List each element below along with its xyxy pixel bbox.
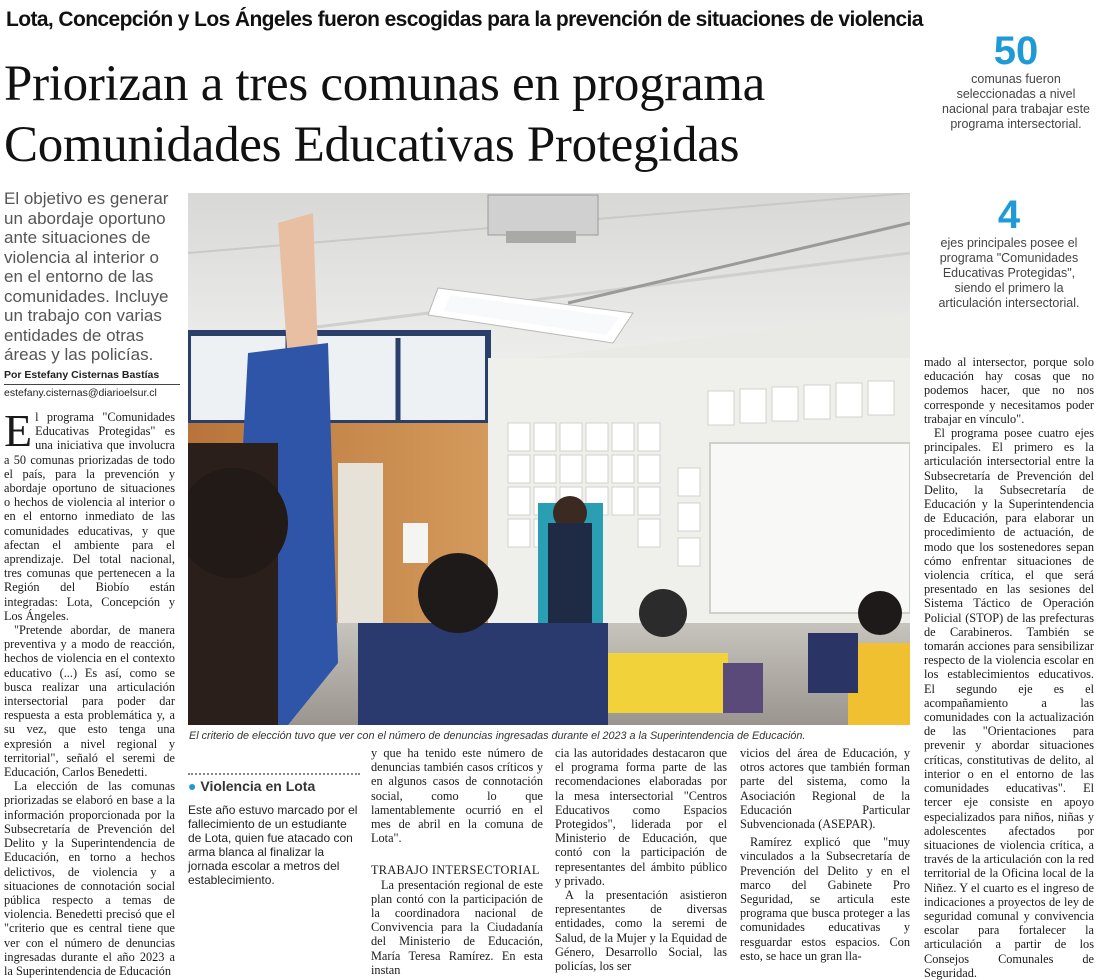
body-column-4 <box>740 746 910 963</box>
body-column-5-paragraph-2: El programa posee cuatro ejes principales. El primero es la articulación intersectorial entre la Subsecretaría de Prevención del Delito, la Subsecretaría de Educación y la Superintendencia de Educación, para elaborar un procedimiento de actuación, de modo que los sostenedores sepan cómo enfrentar situaciones de violencia crítica, el que será presentado en las sesiones del Sistema Táctico de Operación Policial (STOP) de las prefecturas de Carabineros. También se tomarán acciones para sensibilizar respecto de la violencia escolar en los establecimientos educativos. El segundo eje es el acompañamiento a las comunidades con la actualización de las "Orientaciones para prevenir y abordar situaciones críticas, constitutivas de delito, al interior o en el entorno de las comunidades educativas". El tercer eje consiste en apoyo especializados para niños, niñas y adolescentes afectados por situaciones de violencia crítica, a través de la articulación con la red territorial de la Oficina local de la Niñez. Y el cuarto es el ingreso de indicaciones a proyectos de ley de seguridad comunal y convivencia escolar para fortalecer la articulación a partir de los Consejos Comunales de Seguridad. <box>924 426 1094 980</box>
body-column-2 <box>371 746 543 977</box>
headline-line-2: Comunidades Educativas Protegidas <box>4 117 740 173</box>
body-column-1 <box>4 405 175 978</box>
body-column-2-text: y que ha tenido este número de denuncias también casos críticos y en algunos casos de connotación social, como lo que lamentablemente ocurrió en el mes de abril en la comuna de Lota". <box>371 746 543 846</box>
byline <box>4 368 180 400</box>
kicker: Lota, Concepción y Los Ángeles fueron escogidas para la prevención de situaciones de violencia <box>6 8 923 31</box>
classroom-photo-illustration <box>188 193 910 725</box>
byline-rule <box>4 384 180 385</box>
body-paragraph-3: La elección de las comunas priorizadas se elaboró en base a la información proporcionada por la Subsecretaría de Prevención del Delito y la Superintendencia de Educación, en torno a hechos delictivos, de violencia y a situaciones de connotación social pública respecto a temas de violencia. Benedetti precisó que el "criterio que es central tiene que ver con el número de denuncias ingresadas durante el año 2023 a la Superintendencia de Educación <box>4 779 175 978</box>
bullet-icon: ● <box>188 778 197 794</box>
stat-50-number: 50 <box>993 29 1039 73</box>
headline-line-1: Priorizan a tres comunas en programa <box>4 56 765 112</box>
body-column-3-paragraph-2: A la presentación asistieron representantes de diversas entidades, como la seremi de Salud, de la Mujer y la Equidad de Género, Desarrollo Social, las policías, los ser <box>555 888 727 974</box>
stat-50 <box>942 30 1090 132</box>
body-column-2-paragraph-2: La presentación regional de este plan contó con la participación de la coordinadora nacional de Convivencia para la Ciudadanía del Ministerio de Educación, María Teresa Ramírez. En esta instan <box>371 877 543 977</box>
stat-4 <box>924 194 1094 311</box>
photo-caption: El criterio de elección tuvo que ver con el número de denuncias ingresadas durante el 2023 a la Superintendencia de Educación. <box>189 730 806 742</box>
stat-4-number: 4 <box>997 193 1021 237</box>
body-column-5 <box>924 355 1094 980</box>
byline-author: Por Estefany Cisternas Bastías <box>4 369 160 381</box>
box-top-rule <box>188 773 360 775</box>
body-column-4-paragraph-2: Ramírez explicó que "muy vinculados a la Subsecretaría de Prevención del Delito y en el marco del Gabinete Pro Seguridad, se articula este programa que busca proteger a las comunidades educativas y resguardar estos espacios. Con esto, se hace un gran lla- <box>740 835 910 963</box>
classroom-photo <box>188 193 910 725</box>
stat-50-text: comunas fueron seleccionadas a nivel nacional para trabajar este programa intersectorial. <box>942 72 1091 131</box>
subhead-trabajo: TRABAJO INTERSECTORIAL <box>371 863 540 878</box>
body-column-3-text: cia las autoridades destacaron que el programa forma parte de las recomendaciones elaboradas por la mesa intersectorial "Centros Educativos como Espacios Protegidos", liderada por el Ministerio de Educación, que contó con la participación de representantes del ámbito público y privado. <box>555 746 727 888</box>
body-column-4-text: vicios del área de Educación, y otros actores que también forman parte del sistema, como la Asociación Regional de la Educación Particular Subvencionada (ASEPAR). <box>740 746 910 832</box>
body-column-3 <box>555 746 727 973</box>
stat-4-text: ejes principales posee el programa "Comunidades Educativas Protegidas", siendo el primero la articulación intersectorial. <box>938 236 1080 310</box>
drop-cap: E <box>4 405 33 456</box>
box-title <box>188 778 360 794</box>
body-paragraph-2: "Pretende abordar, de manera preventiva y a modo de reacción, hechos de violencia en el contexto educativo (...) Es así, como se busca realizar una articulación intersectorial para poder dar respuesta a esta problemática y, a su vez, que esto tenga una expresión a nivel regional y territorial", señaló el seremi de Educación, Carlos Benedetti. <box>4 623 175 780</box>
lead-paragraph: El objetivo es generar un abordaje oportuno ante situaciones de violencia al interior o en el entorno de las comunidades. Incluye un trabajo con varias entidades de otras áreas y las policías. <box>4 189 169 364</box>
byline-email: estefany.cisternas@diarioelsur.cl <box>4 387 157 399</box>
body-paragraph-1-text: l programa "Comunidades Educativas Protegidas" es una iniciativa que involucra a 50 comunas priorizadas de todo el país, para la prevención y abordaje oportuno de situaciones o hechos de violencia al interior o en el entorno inmediato de las comunidades educativas, y que afectan el ambiente para el aprendizaje. Del total nacional, tres comunas que pertenecen a la Región del Biobío están integradas: Lota, Concepción y Los Ángeles. <box>4 410 175 623</box>
box-title-text: Violencia en Lota <box>200 778 316 794</box>
sidebar-box-lota <box>188 773 360 887</box>
headline <box>4 54 924 176</box>
body-paragraph-1 <box>4 405 175 623</box>
body-column-5-text: mado al intersector, porque solo educación hay cosas que no podemos hacer, que no nos corresponde y necesitamos poder trabajar en vínculo". <box>924 355 1094 426</box>
box-text: Este año estuvo marcado por el fallecimiento de un estudiante de Lota, quien fue atacado con arma blanca al finalizar la jornada escolar a metros del establecimiento. <box>188 803 358 887</box>
